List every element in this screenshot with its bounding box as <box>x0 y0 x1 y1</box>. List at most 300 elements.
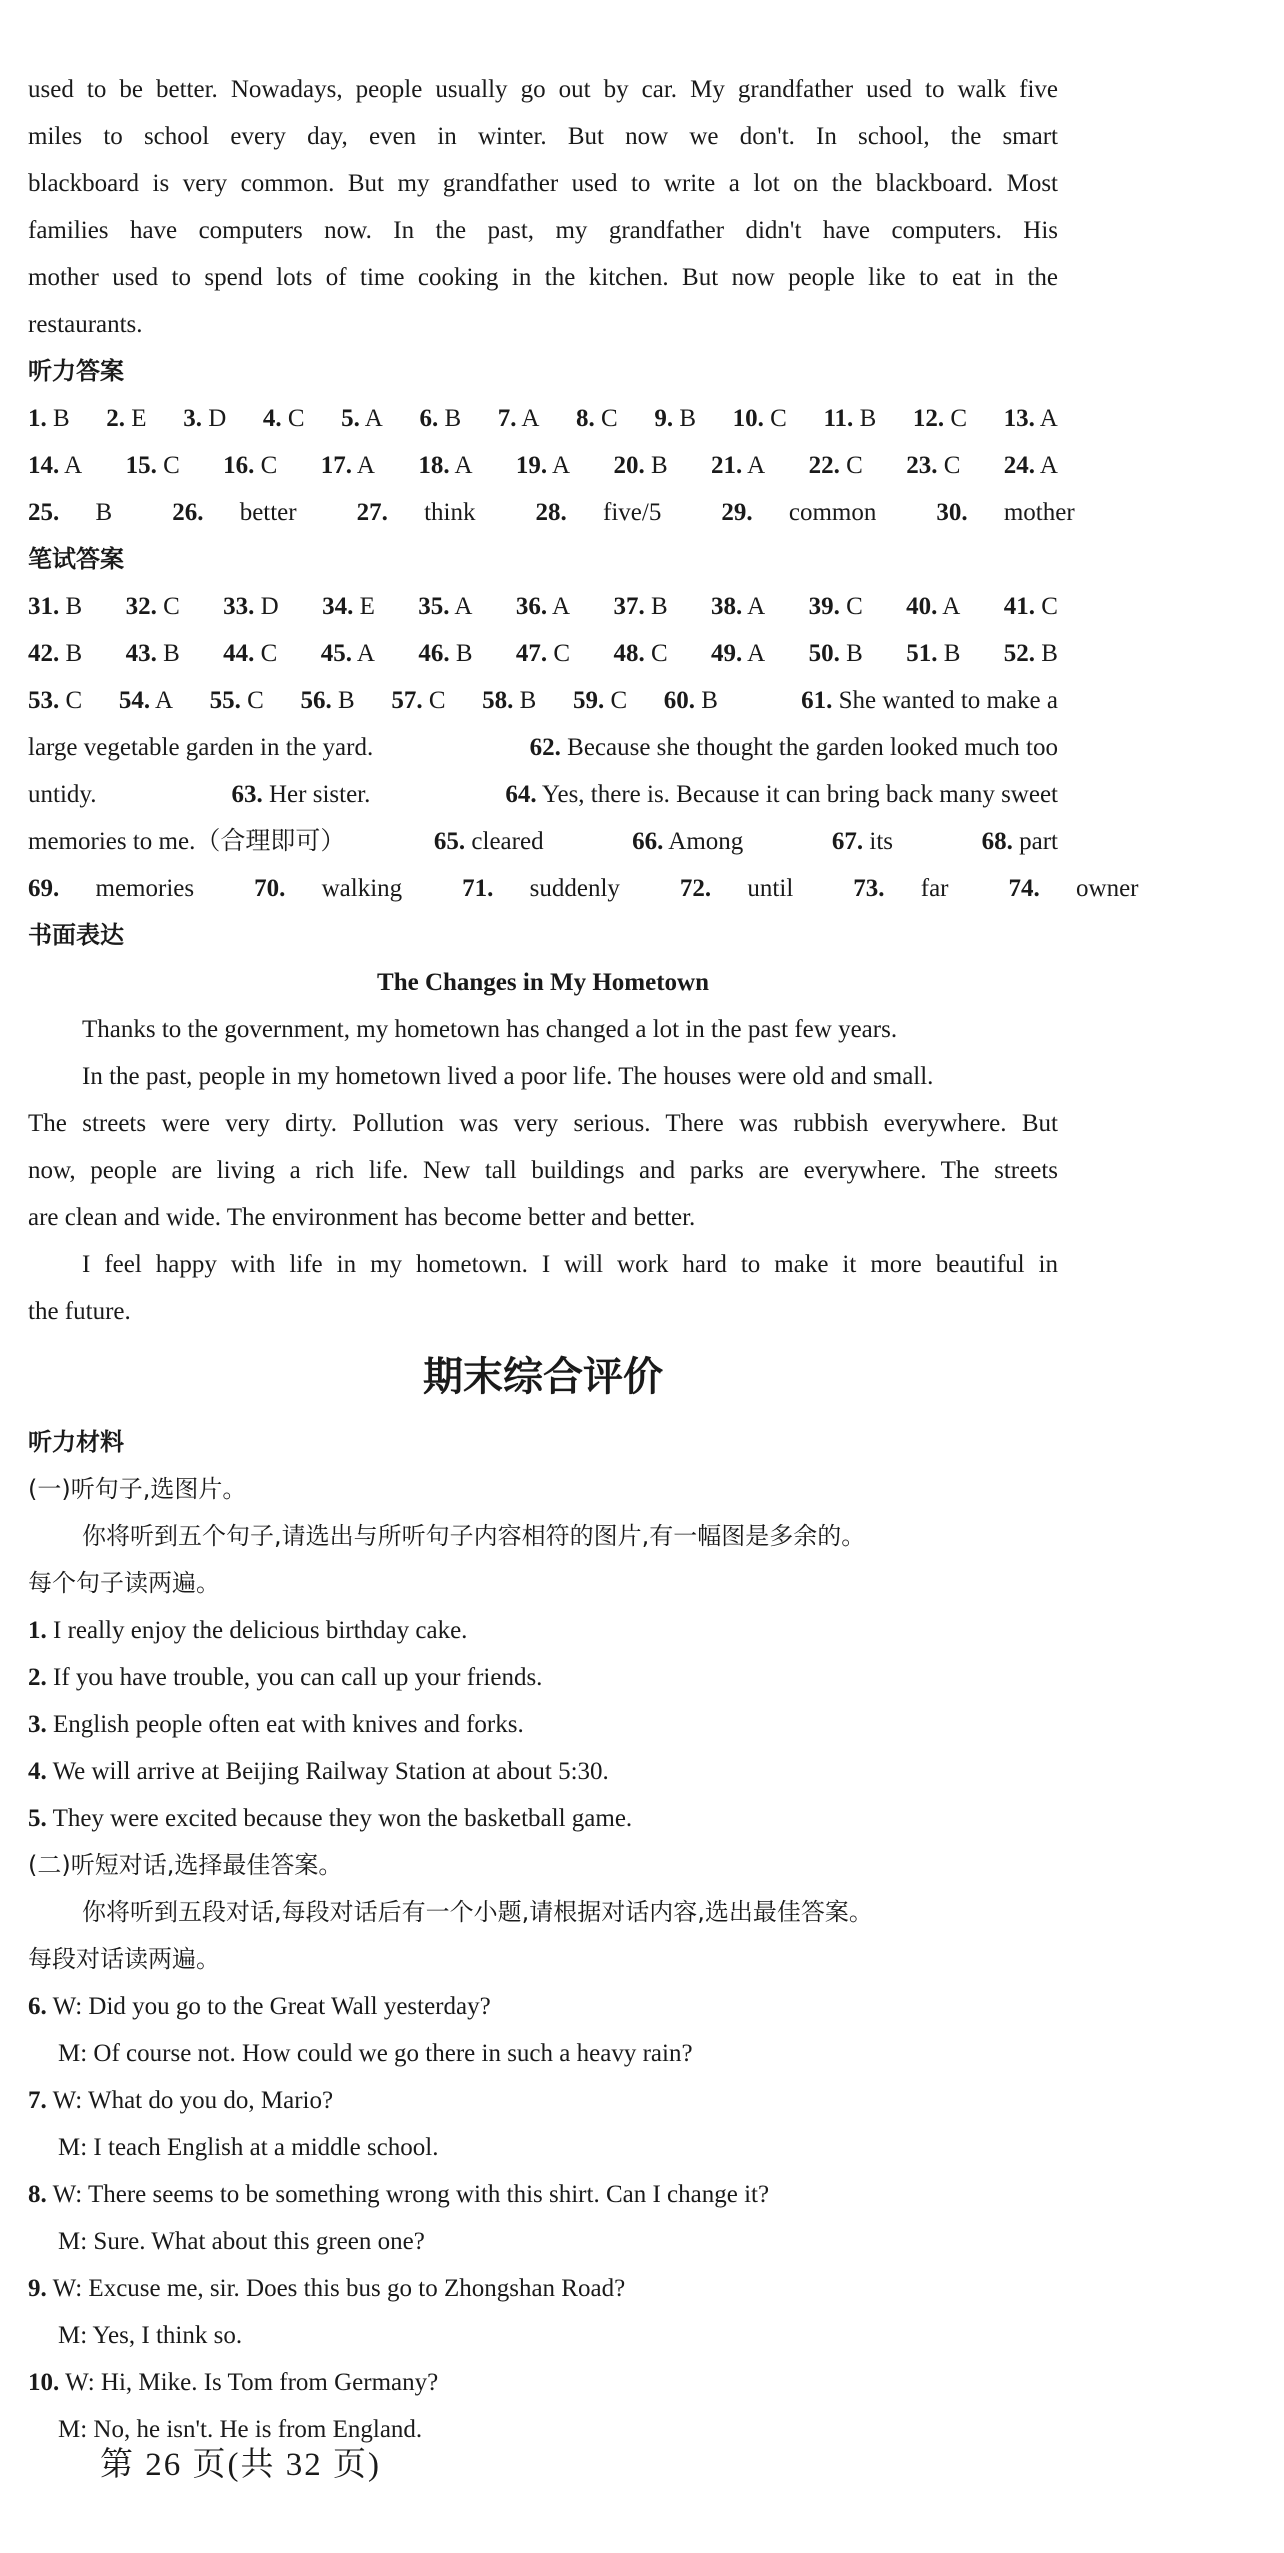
answer-item <box>573 677 627 724</box>
question-number: 6. <box>419 405 439 432</box>
listening-answers-heading: 听力答案 <box>28 357 124 385</box>
question-number: 61. <box>801 687 833 714</box>
answer-item <box>321 442 375 489</box>
dialogue-man-line: M: Sure. What about this green one? <box>58 2228 425 2255</box>
answer-item <box>711 630 765 677</box>
answer-value: C <box>65 687 83 714</box>
question-number: 33. <box>223 593 255 620</box>
page-content <box>28 66 1139 2453</box>
answer-text: Her sister. <box>269 781 371 808</box>
answer-item <box>482 677 536 724</box>
answer-value: C <box>770 405 787 432</box>
question-number: 40. <box>906 593 938 620</box>
answer-value: five/5 <box>603 499 662 526</box>
answer-row <box>28 489 1075 536</box>
answer-item <box>711 442 765 489</box>
question-number: 14. <box>28 452 60 479</box>
answer-item <box>664 677 718 724</box>
answer-value: A <box>154 687 174 714</box>
answer-value: B <box>337 687 355 714</box>
answer-value: E <box>131 405 147 432</box>
answer-row <box>28 771 1058 818</box>
answer-value: A <box>356 452 375 479</box>
question-number: 48. <box>613 640 645 667</box>
answer-64 <box>505 771 1058 818</box>
answer-item <box>223 583 279 630</box>
question-number: 9. <box>28 2275 47 2302</box>
answer-item <box>516 442 570 489</box>
dialogue-woman-line <box>28 2265 1058 2312</box>
question-number: 42. <box>28 640 60 667</box>
answer-value: better <box>239 499 297 526</box>
answer-value: A <box>521 405 540 432</box>
question-number: 5. <box>341 405 360 432</box>
text-line: miles to school every day, even in winter. But now we don't. In school, the smart <box>28 123 1058 150</box>
answer-item <box>906 442 960 489</box>
answer-61 <box>801 677 1058 724</box>
dialogue-text: W: Hi, Mike. Is Tom from Germany? <box>65 2369 439 2396</box>
answer-text: large vegetable garden in the yard. <box>28 734 374 761</box>
answer-value: think <box>424 499 476 526</box>
answer-value: part <box>1019 828 1058 855</box>
answer-value: C <box>553 640 571 667</box>
question-number: 73. <box>853 875 885 902</box>
answer-value: its <box>869 828 894 855</box>
question-number: 41. <box>1003 593 1035 620</box>
question-number: 10. <box>28 2369 60 2396</box>
question-number: 50. <box>808 640 840 667</box>
question-number: 1. <box>28 405 47 432</box>
answer-item <box>809 630 863 677</box>
answer-value: C <box>260 640 278 667</box>
answer-value: C <box>950 405 968 432</box>
dialogue-man-line: M: I teach English at a middle school. <box>58 2134 439 2161</box>
answer-value: owner <box>1076 875 1139 902</box>
answer-item <box>223 630 277 677</box>
question-number: 7. <box>497 405 517 432</box>
question-number: 12. <box>912 405 945 432</box>
sentence-text: English people often eat with knives and forks. <box>53 1711 524 1738</box>
essay-line: are clean and wide. The environment has become better and better. <box>28 1204 696 1231</box>
answer-item <box>119 677 173 724</box>
dialogue-text: W: What do you do, Mario? <box>52 2087 334 2114</box>
answer-value: E <box>359 593 375 620</box>
answer-value: A <box>1039 405 1058 432</box>
text-line: mother used to spend lots of time cooking in the kitchen. But now people like to eat in the <box>28 264 1058 291</box>
answer-item <box>341 395 383 442</box>
answer-value: C <box>650 640 668 667</box>
answer-item <box>300 677 354 724</box>
answer-value: A <box>942 593 961 620</box>
answer-item <box>321 630 375 677</box>
answer-item <box>418 583 472 630</box>
answer-value: D <box>208 405 227 432</box>
question-number: 30. <box>936 499 968 526</box>
question-number: 59. <box>572 687 605 714</box>
answer-value: C <box>428 687 446 714</box>
answer-value: A <box>1039 452 1058 479</box>
listening-answers <box>28 395 1075 536</box>
written-answers-heading: 笔试答案 <box>28 545 124 573</box>
answer-value: until <box>747 875 794 902</box>
answer-row <box>28 583 1058 630</box>
answer-item <box>462 865 650 912</box>
answer-item <box>434 818 544 865</box>
answer-value: B <box>444 405 462 432</box>
answer-value: C <box>943 452 961 479</box>
answer-item <box>809 442 863 489</box>
sentence-text: I really enjoy the delicious birthday cake. <box>53 1617 468 1644</box>
answer-item <box>106 395 146 442</box>
answer-value: B <box>859 405 877 432</box>
answer-item <box>906 583 960 630</box>
answer-item <box>254 865 432 912</box>
dialogue-text: W: Excuse me, sir. Does this bus go to Zhongshan Road? <box>52 2275 626 2302</box>
question-number: 54. <box>118 687 151 714</box>
essay-line: I feel happy with life in my hometown. I will work hard to make it more beautiful in <box>82 1251 1058 1278</box>
answer-value: B <box>163 640 180 667</box>
answer-item <box>126 630 180 677</box>
question-number: 26. <box>172 499 204 526</box>
question-number: 37. <box>613 593 645 620</box>
question-number: 31. <box>28 593 60 620</box>
answer-item <box>126 442 180 489</box>
answer-item <box>613 583 667 630</box>
answer-value: A <box>747 640 766 667</box>
question-number: 16. <box>223 452 255 479</box>
question-number: 2. <box>28 1664 47 1691</box>
answer-item <box>1004 630 1058 677</box>
answer-item <box>536 489 692 536</box>
answer-item <box>28 865 224 912</box>
answer-value: C <box>846 452 863 479</box>
answer-value: B <box>65 593 83 620</box>
answer-value: B <box>679 405 697 432</box>
question-number: 62. <box>529 734 561 761</box>
answer-value: B <box>846 640 863 667</box>
question-number: 57. <box>391 687 423 714</box>
answer-63 <box>232 771 371 818</box>
question-number: 17. <box>320 452 352 479</box>
answer-value: far <box>920 875 949 902</box>
dialogue-text: W: Did you go to the Great Wall yesterday? <box>52 1993 491 2020</box>
answer-item <box>680 865 823 912</box>
answer-text: untidy. <box>28 781 97 808</box>
question-number: 1. <box>28 1617 47 1644</box>
answer-value: B <box>1041 640 1058 667</box>
answer-value: memories <box>95 875 195 902</box>
answer-item <box>357 489 506 536</box>
question-number: 4. <box>28 1758 47 1785</box>
question-number: 19. <box>515 452 548 479</box>
answer-value: A <box>364 405 383 432</box>
answer-item <box>809 583 863 630</box>
answer-row <box>28 818 1058 865</box>
answer-value: D <box>260 593 279 620</box>
question-number: 44. <box>223 640 255 667</box>
question-number: 71. <box>462 875 494 902</box>
answer-item <box>210 677 264 724</box>
listening-sentence <box>28 1701 1058 1748</box>
answer-item <box>391 677 445 724</box>
question-number: 46. <box>418 640 450 667</box>
answer-value: mother <box>1003 499 1075 526</box>
section-title: 期末综合评价 <box>423 1354 663 1400</box>
answer-value: C <box>601 405 618 432</box>
part2-instruction: 你将听到五段对话,每段对话后有一个小题,请根据对话内容,选出最佳答案。 <box>82 1898 873 1926</box>
answer-value: C <box>163 452 180 479</box>
answer-value: A <box>747 593 766 620</box>
answer-62 <box>530 724 1058 771</box>
answer-value: A <box>454 452 473 479</box>
question-number: 6. <box>28 1993 47 2020</box>
question-number: 3. <box>183 405 202 432</box>
answer-item <box>418 630 472 677</box>
answer-value: C <box>260 452 278 479</box>
answer-item <box>28 630 82 677</box>
answer-item <box>906 630 960 677</box>
dialogue-text: W: There seems to be something wrong with this shirt. Can I change it? <box>52 2181 770 2208</box>
sentence-list <box>28 1607 1058 1842</box>
question-number: 2. <box>106 405 126 432</box>
sentence-text: If you have trouble, you can call up your friends. <box>53 1664 543 1691</box>
dialogue-man-line: M: Of course not. How could we go there in such a heavy rain? <box>58 2040 693 2067</box>
writing-heading: 书面表达 <box>28 921 124 949</box>
intro-paragraph <box>28 66 1058 348</box>
answer-value: cleared <box>471 828 544 855</box>
question-number: 45. <box>320 640 352 667</box>
text-line: blackboard is very common. But my grandfather used to write a lot on the blackboard. Most <box>28 170 1058 197</box>
answer-row <box>28 630 1058 677</box>
question-number: 9. <box>654 405 674 432</box>
question-number: 39. <box>808 593 840 620</box>
question-number: 4. <box>262 405 282 432</box>
question-number: 58. <box>482 687 514 714</box>
answer-value: B <box>95 499 113 526</box>
answer-item <box>498 395 540 442</box>
part1-instruction: 你将听到五个句子,请选出与所听句子内容相符的图片,有一幅图是多余的。 <box>82 1522 866 1550</box>
question-number: 7. <box>28 2087 47 2114</box>
answer-text: She wanted to make a <box>838 687 1058 714</box>
question-number: 56. <box>300 687 332 714</box>
answer-value: A <box>64 452 83 479</box>
answer-value: B <box>943 640 961 667</box>
listening-sentence <box>28 1654 1058 1701</box>
answer-item <box>613 630 667 677</box>
answer-item <box>28 442 82 489</box>
answer-item <box>982 818 1058 865</box>
answer-value: B <box>455 640 473 667</box>
dialogue-woman-line <box>28 2171 1058 2218</box>
question-number: 51. <box>906 640 938 667</box>
answer-item <box>126 583 180 630</box>
dialogue-woman-line <box>28 2077 1058 2124</box>
question-number: 20. <box>613 452 645 479</box>
question-number: 38. <box>711 593 743 620</box>
question-number: 67. <box>831 828 864 855</box>
answer-value: C <box>1041 593 1058 620</box>
question-number: 8. <box>576 405 595 432</box>
answer-value: A <box>356 640 375 667</box>
listening-sentence <box>28 1607 1058 1654</box>
answer-item <box>632 818 743 865</box>
question-number: 22. <box>808 452 840 479</box>
answer-item <box>419 395 461 442</box>
answer-value: B <box>53 405 70 432</box>
text-line: families have computers now. In the past, my grandfather didn't have computers. His <box>28 217 1058 244</box>
answer-row <box>28 724 1058 771</box>
answer-item <box>711 583 765 630</box>
question-number: 11. <box>823 405 854 432</box>
question-number: 13. <box>1003 405 1035 432</box>
question-number: 32. <box>125 593 157 620</box>
answer-text: memories to me.（合理即可） <box>28 828 346 855</box>
answer-item <box>576 395 618 442</box>
answer-value: Among <box>668 828 744 855</box>
question-number: 65. <box>433 828 466 855</box>
question-number: 52. <box>1003 640 1036 667</box>
answer-row <box>28 395 1058 442</box>
question-number: 3. <box>28 1711 47 1738</box>
part1-heading: (一)听句子,选图片。 <box>28 1475 247 1503</box>
answer-item <box>223 442 277 489</box>
question-number: 63. <box>231 781 263 808</box>
sentence-text: They were excited because they won the basketball game. <box>52 1805 633 1832</box>
question-number: 49. <box>711 640 743 667</box>
answer-item <box>28 489 142 536</box>
answer-value: A <box>551 593 571 620</box>
answer-item <box>936 489 1104 536</box>
listening-sentence <box>28 1795 1058 1842</box>
answer-item <box>613 442 667 489</box>
answer-item <box>28 395 70 442</box>
answer-item <box>1009 865 1169 912</box>
essay-body <box>28 1006 1058 1335</box>
answer-item <box>516 630 570 677</box>
essay-line: In the past, people in my hometown lived a poor life. The houses were old and small. <box>82 1063 934 1090</box>
question-number: 43. <box>125 640 157 667</box>
question-number: 68. <box>981 828 1013 855</box>
essay-line: The streets were very dirty. Pollution was very serious. There was rubbish everywhere. But <box>28 1110 1058 1137</box>
question-number: 21. <box>711 452 743 479</box>
question-number: 64. <box>505 781 537 808</box>
answer-value: C <box>610 687 628 714</box>
dialogue-man-line: M: Yes, I think so. <box>58 2322 243 2349</box>
answer-item <box>733 395 787 442</box>
question-number: 74. <box>1008 875 1040 902</box>
question-number: 5. <box>28 1805 47 1832</box>
answer-value: common <box>788 499 877 526</box>
dialogue-woman-line <box>28 1983 1058 2030</box>
text-line: used to be better. Nowadays, people usually go out by car. My grandfather used to walk five <box>28 76 1058 103</box>
question-number: 34. <box>322 593 354 620</box>
essay-line: now, people are living a rich life. New tall buildings and parks are everywhere. The streets <box>28 1157 1058 1184</box>
question-number: 28. <box>535 499 567 526</box>
answer-item <box>183 395 226 442</box>
answer-item <box>832 818 893 865</box>
answer-value: A <box>552 452 571 479</box>
essay-line: the future. <box>28 1298 131 1325</box>
part2-instruction: 每段对话读两遍。 <box>28 1945 220 1973</box>
question-number: 53. <box>28 687 60 714</box>
question-number: 29. <box>721 499 753 526</box>
answer-item <box>263 395 305 442</box>
question-number: 15. <box>125 452 157 479</box>
question-number: 27. <box>356 499 388 526</box>
answer-value: B <box>519 687 537 714</box>
answer-value: C <box>846 593 863 620</box>
answer-item <box>418 442 472 489</box>
answer-item <box>28 583 82 630</box>
essay-line: Thanks to the government, my hometown has changed a lot in the past few years. <box>82 1016 898 1043</box>
question-number: 18. <box>418 452 450 479</box>
dialogue-woman-line <box>28 2359 1058 2406</box>
answer-item <box>823 395 876 442</box>
part2-heading: (二)听短对话,选择最佳答案。 <box>28 1851 343 1879</box>
answer-item <box>28 677 82 724</box>
answer-item <box>1004 442 1058 489</box>
answer-value: C <box>287 405 305 432</box>
question-number: 55. <box>209 687 241 714</box>
listening-material-heading: 听力材料 <box>28 1428 124 1456</box>
dialogue-man-line: M: No, he isn't. He is from England. <box>58 2416 423 2443</box>
answer-value: C <box>247 687 264 714</box>
answer-item <box>654 395 696 442</box>
answer-text: Yes, there is. Because it can bring back many sweet <box>541 781 1058 808</box>
question-number: 69. <box>28 875 60 902</box>
answer-value: suddenly <box>529 875 620 902</box>
answer-item <box>853 865 978 912</box>
answer-value: C <box>163 593 180 620</box>
question-number: 47. <box>515 640 548 667</box>
part1-instruction: 每个句子读两遍。 <box>28 1569 220 1597</box>
answer-value: B <box>650 593 668 620</box>
sentence-text: We will arrive at Beijing Railway Station at about 5:30. <box>52 1758 609 1785</box>
answer-row <box>28 865 1139 912</box>
question-number: 24. <box>1003 452 1036 479</box>
question-number: 23. <box>906 452 938 479</box>
answer-text: Because she thought the garden looked much too <box>567 734 1058 761</box>
question-number: 25. <box>28 499 60 526</box>
question-number: 70. <box>254 875 286 902</box>
essay-title: The Changes in My Hometown <box>377 969 709 996</box>
answer-value: B <box>701 687 718 714</box>
question-number: 66. <box>632 828 664 855</box>
question-number: 8. <box>28 2181 47 2208</box>
answer-item <box>913 395 967 442</box>
page-footer: 第 26 页(共 32 页) <box>100 2447 381 2483</box>
text-line: restaurants. <box>28 311 143 338</box>
answer-value: walking <box>321 875 403 902</box>
dialogue-list <box>28 1983 1058 2453</box>
question-number: 35. <box>418 593 450 620</box>
answer-value: B <box>650 452 668 479</box>
answer-item <box>1004 583 1058 630</box>
answer-value: A <box>454 593 473 620</box>
question-number: 60. <box>663 687 696 714</box>
answer-item <box>516 583 570 630</box>
answer-group <box>28 677 718 724</box>
answer-item <box>172 489 326 536</box>
answer-item <box>1004 395 1058 442</box>
question-number: 72. <box>679 875 712 902</box>
answer-value: B <box>65 640 83 667</box>
answer-row <box>28 442 1058 489</box>
question-number: 36. <box>515 593 548 620</box>
listening-sentence <box>28 1748 1058 1795</box>
answer-item <box>322 583 375 630</box>
answer-item <box>721 489 906 536</box>
